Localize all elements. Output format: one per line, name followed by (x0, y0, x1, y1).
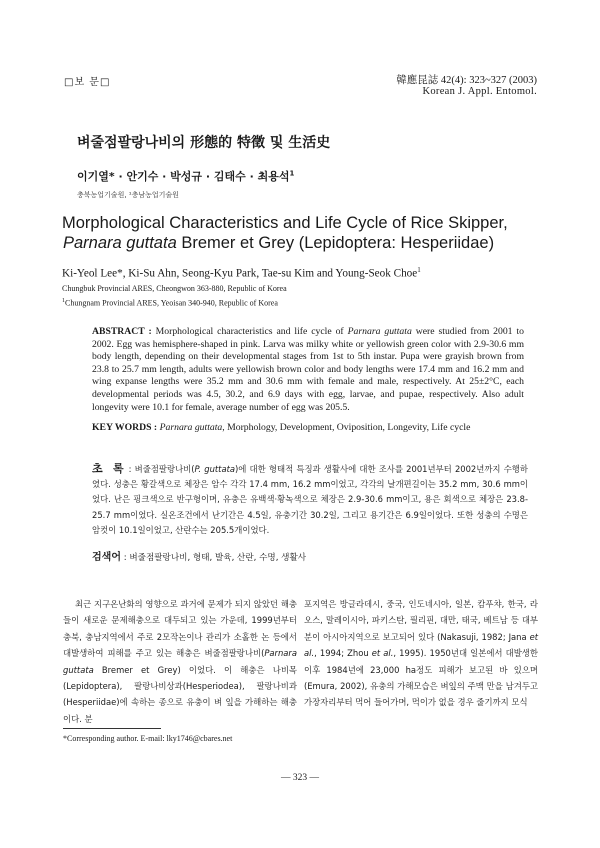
journal-citation: 韓應昆誌 42(4): 323~327 (2003) (396, 75, 537, 86)
korean-abstract-text-before: : 벼줄점팔랑나비( (128, 464, 195, 474)
body-right-etal-2: et al. (371, 648, 394, 659)
korean-abstract-text-after: )에 대한 형태적 특징과 생활사에 대한 조사를 2001년부터 2002년까지 수행하였다. 성충은 황갈색으로 체장은 암수 각각 17.4 mm, 16.2 mm이었고, 각각의 날개편길이는 35.2 mm, 30.6 mm이었다. 난은 핑크색으로 반구형이며, 유충은 유백색·황녹색으로 체장은 2.9-30.6 mm이고, 용은 회색으로 체장은 23.8-25.7 mm이었다. 실온조건에서 난기간은 4.5일, 유충기간 30.2일, 그리고 용기간은 6.9일이었다. 또한 성충의 수명은 암컷이 10.1일이었고, 산란수는 205.5개이었다. (92, 464, 528, 535)
english-title-rest: Bremer et Grey (Lepidoptera: Hesperiidae) (176, 234, 495, 252)
english-title (62, 213, 508, 253)
english-author-names: Ki-Yeol Lee*, Ki-Su Ahn, Seong-Kyu Park, Tae-su Kim and Young-Seok Choe (62, 267, 418, 280)
korean-authors (77, 168, 294, 184)
body-right-b: , 1994; Zhou (314, 648, 372, 659)
body-column-right (304, 596, 538, 711)
body-right-c: , 1995). 1950년대 일본에서 대발생한 이후 1984년에 23,000 ha정도 피해가 보고된 바 있으며(Emura, 2002), 유충의 가해모습은 벼잎의 주맥 만을 남겨두고 가장자리부터 먹어 들어가며, 먹이가 없을 경우 줄기까지 모식 (304, 648, 538, 708)
abstract-text-after: were studied from 2001 to 2002. Egg was hemisphere-shaped in pink. Larva was milky white or yellowish green color with 2.9-30.6 mm body length, depending on their developmental stages from 1st to 5th instar. Pupa were grayish brown from 23.8 to 25.7 mm length, adults were yellowish brown color and body lengths were 17.4 mm and 16.2 mm and wing expanse lengths were 35.2 mm and 30.6 mm with female and male, respectively. At 25±2°C, each developmental periods was 4.5, 30.2, and 6.9 days with egg, larvae, and pupae, respectively. Also adult longevity were 10.1 for female, average number of egg was 205.5. (92, 326, 524, 413)
footnote: *Corresponding author. E-mail: lky1746@cbares.net (63, 734, 233, 743)
footnote-rule (63, 728, 161, 729)
korean-abstract-species: P. guttata (194, 464, 235, 474)
english-authors (62, 266, 421, 280)
affiliation-2-text: Chungnam Provincial ARES, Yeoisan 340-940, Republic of Korea (65, 298, 278, 308)
body-left-a: 최근 지구온난화의 영향으로 과거에 문제가 되지 않았던 해충들이 새로운 문제해충으로 대두되고 있는 가운데, 1999년부터 충북, 충남지역에서 주로 2모작논이나 관리가 소홀한 논 등에서 대발생하여 피해를 주고 있는 해충은 벼줄점팔랑나비( (63, 599, 297, 659)
english-author-sup: 1 (417, 266, 421, 274)
keywords-species: Parnara guttata (159, 422, 223, 433)
page-number: — 323 — (281, 773, 319, 783)
keywords-rest: , Morphology, Development, Oviposition, Longevity, Life cycle (222, 422, 471, 433)
korean-keywords-label: 검색어 (92, 552, 121, 563)
korean-keywords (92, 548, 306, 563)
body-column-left (63, 596, 297, 727)
body-left-species: Parnara guttata (63, 648, 297, 675)
english-title-line1: Morphological Characteristics and Life Cycle of Rice Skipper, (62, 214, 508, 232)
section-label: □보 문□ (64, 77, 111, 88)
english-title-line2 (63, 233, 508, 253)
affiliation-1: Chungbuk Provincial ARES, Cheongwon 363-880, Republic of Korea (62, 284, 287, 293)
korean-title: 벼줄점팔랑나비의 形態的 特徵 및 生活史 (77, 135, 331, 151)
english-affiliations (62, 283, 287, 310)
affiliation-2-sup: 1 (62, 298, 65, 304)
abstract (92, 326, 524, 414)
journal-name: Korean J. Appl. Entomol. (422, 86, 537, 97)
korean-abstract (92, 461, 528, 538)
korean-keywords-text: : 벼줄점팔랑나비, 형태, 발육, 산란, 수명, 생활사 (120, 553, 307, 563)
keywords (92, 422, 532, 433)
keywords-label: KEY WORDS : (92, 422, 158, 433)
korean-author-names: 이기열* · 안기수 · 박성규 · 김태수 · 최용석 (77, 170, 290, 183)
body-right-etal-1: et al. (304, 631, 538, 659)
affiliation-2 (62, 295, 287, 310)
abstract-label: ABSTRACT : (92, 326, 152, 337)
body-right-a: 포지역은 방글라데시, 중국, 인도네시아, 일본, 캄푸챠, 한국, 라오스, 말레이시아, 파키스탄, 필리핀, 대만, 태국, 베트남 등 대부분이 아시아지역으로 보고되어 있다 (Nakasuji, 1982; Jana (304, 599, 538, 642)
body-left-b: Bremer et Grey) 이었다. 이 해충은 나비목(Lepidoptera), 팔랑나비상과(Hesperiodea), 팔랑나비과(Hesperiidae)에 속하는 종으로 유충이 벼 잎을 가해하는 해충이다. 분 (63, 664, 297, 724)
english-title-species: Parnara guttata (63, 234, 177, 252)
korean-abstract-label: 초 록 (92, 462, 127, 475)
abstract-species: Parnara guttata (347, 326, 412, 337)
korean-affiliation: 충북농업기술원, ¹충남농업기술원 (77, 191, 179, 199)
abstract-text-before: Morphological characteristics and life cycle of (151, 326, 348, 337)
korean-author-sup: 1 (289, 169, 295, 178)
